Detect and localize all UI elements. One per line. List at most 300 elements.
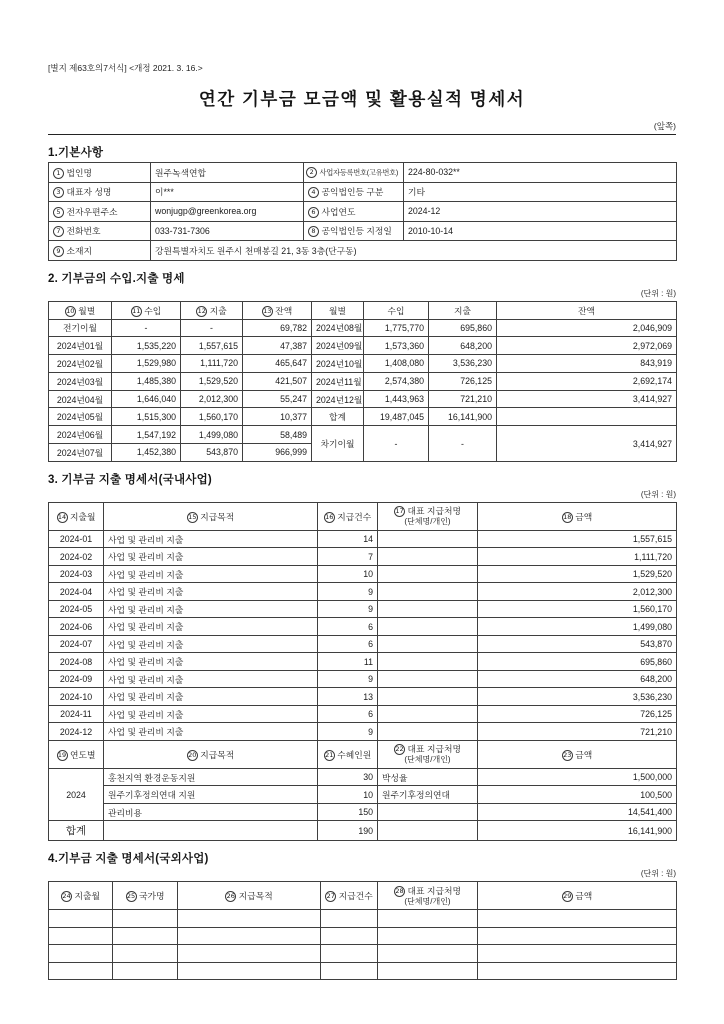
header-label: 잔액 <box>275 305 293 316</box>
table-row <box>49 768 677 786</box>
month-cell: 2024-08 <box>49 653 104 671</box>
empty-cell <box>321 910 378 928</box>
unit-label: (단위 : 원) <box>640 288 676 298</box>
beneficiary-count-cell: 150 <box>318 803 378 821</box>
table-row <box>49 530 677 548</box>
table-row <box>49 786 677 804</box>
month-cell: 2024년10월 <box>312 355 364 373</box>
circled-number: 7 <box>53 226 64 237</box>
expense-cell: 543,870 <box>181 444 243 462</box>
column-header: 잔액 <box>497 301 677 319</box>
empty-cell <box>321 962 378 980</box>
balance-cell: 2,972,069 <box>497 337 677 355</box>
empty-cell <box>378 927 478 945</box>
purpose-cell: 사업 및 관리비 지출 <box>104 548 318 566</box>
month-cell: 2024년09월 <box>312 337 364 355</box>
purpose-cell: 사업 및 관리비 지출 <box>104 583 318 601</box>
table-row <box>49 882 677 910</box>
table-row <box>49 821 677 841</box>
month-cell: 2024-01 <box>49 530 104 548</box>
table-row <box>49 927 677 945</box>
table-row <box>49 502 677 530</box>
circled-number: 10 <box>66 306 75 315</box>
empty-cell <box>113 927 178 945</box>
column-header <box>318 502 378 530</box>
empty-cell <box>104 821 318 841</box>
empty-cell <box>497 408 677 426</box>
field-label <box>49 221 151 241</box>
payee-cell <box>378 635 478 653</box>
expense-cell: 3,536,230 <box>429 355 497 373</box>
payee-cell: 원주기후정의연대 <box>378 786 478 804</box>
month-cell: 2024년07월 <box>49 444 112 462</box>
table-row <box>49 945 677 963</box>
header-sublabel: (단체명/개인) <box>404 896 451 906</box>
circled-number: 17 <box>395 507 404 516</box>
circled-number: 22 <box>395 745 404 754</box>
table-row <box>49 740 677 768</box>
month-cell: 2024-10 <box>49 688 104 706</box>
count-cell: 7 <box>318 548 378 566</box>
amount-cell: 1,557,615 <box>478 530 677 548</box>
year-cell: 2024 <box>49 768 104 821</box>
empty-cell <box>113 945 178 963</box>
field-label <box>49 163 151 183</box>
column-header <box>321 882 378 910</box>
section4-heading: 4.기부금 지출 명세서(국외사업) <box>48 853 209 866</box>
section3-heading: 3. 기부금 지출 명세서(국내사업) <box>48 473 212 486</box>
count-cell: 11 <box>318 653 378 671</box>
month-cell: 2024-02 <box>49 548 104 566</box>
purpose-cell: 관리비용 <box>104 803 318 821</box>
amount-cell: 1,500,000 <box>478 768 677 786</box>
circled-number: 8 <box>308 226 319 237</box>
table-row <box>49 221 677 241</box>
income-expense-table <box>48 301 677 462</box>
empty-cell <box>321 927 378 945</box>
header-label: 수혜인원 <box>337 749 372 760</box>
table-row <box>49 670 677 688</box>
table-row <box>49 163 677 183</box>
table-row <box>49 635 677 653</box>
column-header <box>478 882 677 910</box>
column-header <box>104 740 318 768</box>
field-label <box>304 163 404 183</box>
balance-cell: 2,046,909 <box>497 319 677 337</box>
expense-total-cell: 16,141,900 <box>429 408 497 426</box>
purpose-cell: 사업 및 관리비 지출 <box>104 600 318 618</box>
table-row <box>49 390 677 408</box>
column-header <box>49 502 104 530</box>
table-row <box>49 962 677 980</box>
circled-number: 18 <box>563 512 572 521</box>
column-header <box>478 740 677 768</box>
payee-cell <box>378 548 478 566</box>
field-label <box>304 221 404 241</box>
amount-cell: 1,560,170 <box>478 600 677 618</box>
header-label: 대표 지급처명 <box>407 744 461 755</box>
expense-cell: 1,560,170 <box>181 408 243 426</box>
circled-number: 28 <box>395 886 404 895</box>
purpose-cell: 사업 및 관리비 지출 <box>104 688 318 706</box>
column-header: 월별 <box>312 301 364 319</box>
balance-cell: 465,647 <box>243 355 312 373</box>
table-row <box>49 583 677 601</box>
balance-cell: 843,919 <box>497 355 677 373</box>
table-row <box>49 301 677 319</box>
circled-number: 26 <box>226 892 235 901</box>
empty-cell <box>49 927 113 945</box>
basic-info-table <box>48 162 677 261</box>
balance-cell: 69,782 <box>243 319 312 337</box>
field-label-text: 사업연도 <box>321 206 356 217</box>
header-label: 연도별 <box>70 749 96 760</box>
month-cell: 2024년02월 <box>49 355 112 373</box>
field-label <box>49 182 151 202</box>
expense-cell: 1,557,615 <box>181 337 243 355</box>
amount-total-cell: 16,141,900 <box>478 821 677 841</box>
header-sublabel: (단체명/개인) <box>404 517 451 527</box>
count-cell: 6 <box>318 635 378 653</box>
table-row <box>49 408 677 426</box>
beneficiary-count-total-cell: 190 <box>318 821 378 841</box>
circled-number: 24 <box>62 892 71 901</box>
empty-cell <box>378 945 478 963</box>
header-label: 금액 <box>575 891 593 902</box>
empty-cell <box>49 962 113 980</box>
page-title: 연간 기부금 모금액 및 활용실적 명세서 <box>198 89 526 109</box>
header-label: 지급건수 <box>337 511 372 522</box>
expense-cell: - <box>429 426 497 462</box>
expense-cell: 726,125 <box>429 372 497 390</box>
total-label-cell: 합계 <box>49 821 104 841</box>
count-cell: 9 <box>318 583 378 601</box>
income-cell: 1,547,192 <box>112 426 181 444</box>
domestic-expense-table <box>48 502 677 842</box>
count-cell: 9 <box>318 670 378 688</box>
month-cell: 2024년03월 <box>49 372 112 390</box>
front-side-label: (앞쪽) <box>653 121 676 131</box>
payee-cell <box>378 583 478 601</box>
field-label <box>304 182 404 202</box>
income-cell: 1,443,963 <box>364 390 429 408</box>
amount-cell: 1,111,720 <box>478 548 677 566</box>
month-cell: 2024-06 <box>49 618 104 636</box>
empty-cell <box>178 945 321 963</box>
overseas-expense-table <box>48 881 677 980</box>
circled-number: 2 <box>306 167 317 178</box>
circled-number: 12 <box>197 306 206 315</box>
field-label-text: 법인명 <box>66 167 92 178</box>
amount-cell: 100,500 <box>478 786 677 804</box>
divider-rule <box>48 134 676 135</box>
column-header: 수입 <box>364 301 429 319</box>
purpose-cell: 사업 및 관리비 지출 <box>104 618 318 636</box>
empty-cell <box>378 910 478 928</box>
table-row <box>49 202 677 222</box>
circled-number: 3 <box>53 187 64 198</box>
header-label: 금액 <box>575 511 593 522</box>
month-cell: 2024-09 <box>49 670 104 688</box>
payee-cell <box>378 670 478 688</box>
empty-cell <box>49 945 113 963</box>
balance-cell: 55,247 <box>243 390 312 408</box>
month-cell: 2024-04 <box>49 583 104 601</box>
circled-number: 1 <box>53 168 64 179</box>
table-row <box>49 565 677 583</box>
header-label: 수입 <box>144 305 162 316</box>
column-header <box>178 882 321 910</box>
amount-cell: 721,210 <box>478 723 677 741</box>
count-cell: 9 <box>318 723 378 741</box>
field-value: 원주녹색연합 <box>151 163 304 183</box>
field-label <box>49 241 151 261</box>
payee-cell: 박성율 <box>378 768 478 786</box>
income-cell: - <box>112 319 181 337</box>
table-row <box>49 337 677 355</box>
payee-cell <box>378 688 478 706</box>
column-header <box>181 301 243 319</box>
count-cell: 10 <box>318 565 378 583</box>
amount-cell: 2,012,300 <box>478 583 677 601</box>
table-row <box>49 241 677 261</box>
payee-cell <box>378 565 478 583</box>
amount-cell: 1,499,080 <box>478 618 677 636</box>
header-label: 지출월 <box>70 511 96 522</box>
circled-number: 15 <box>188 512 197 521</box>
header-sublabel: (단체명/개인) <box>404 755 451 765</box>
payee-cell <box>378 600 478 618</box>
header-label: 지급목적 <box>200 749 235 760</box>
table-row <box>49 688 677 706</box>
circled-number: 11 <box>132 306 141 315</box>
header-label: 지출월 <box>74 891 100 902</box>
balance-cell: 47,387 <box>243 337 312 355</box>
circled-number: 14 <box>57 512 67 521</box>
count-cell: 14 <box>318 530 378 548</box>
column-header <box>49 740 104 768</box>
income-cell: 1,775,770 <box>364 319 429 337</box>
header-label: 국가명 <box>139 891 165 902</box>
empty-cell <box>478 910 677 928</box>
circled-number: 23 <box>563 750 572 759</box>
unit-label: (단위 : 원) <box>640 489 676 499</box>
payee-cell <box>378 618 478 636</box>
field-value: 033-731-7306 <box>151 221 304 241</box>
amount-cell: 726,125 <box>478 705 677 723</box>
table-row <box>49 705 677 723</box>
table-row <box>49 548 677 566</box>
circled-number: 16 <box>325 512 334 521</box>
address-value: 강원특별자치도 원주시 천매봉길 21, 3동 3층(단구동) <box>151 241 677 261</box>
circled-number: 9 <box>53 246 64 257</box>
payee-cell <box>378 803 478 821</box>
amount-cell: 648,200 <box>478 670 677 688</box>
month-cell: 2024년08월 <box>312 319 364 337</box>
month-cell: 2024년01월 <box>49 337 112 355</box>
column-header <box>49 882 113 910</box>
header-label: 지출 <box>209 305 227 316</box>
income-cell: 1,485,380 <box>112 372 181 390</box>
field-label-text: 공익법인등 지정일 <box>321 226 392 237</box>
balance-cell: 421,507 <box>243 372 312 390</box>
amount-cell: 14,541,400 <box>478 803 677 821</box>
column-header <box>378 502 478 530</box>
table-row <box>49 600 677 618</box>
field-value: 2010-10-14 <box>404 221 677 241</box>
column-header <box>112 301 181 319</box>
amount-cell: 1,529,520 <box>478 565 677 583</box>
purpose-cell: 원주기후정의연대 지원 <box>104 786 318 804</box>
purpose-cell: 사업 및 관리비 지출 <box>104 670 318 688</box>
expense-cell: 695,860 <box>429 319 497 337</box>
field-value: 224-80-032** <box>404 163 677 183</box>
month-cell: 2024년12월 <box>312 390 364 408</box>
circled-number: 13 <box>263 306 272 315</box>
field-value: 기타 <box>404 182 677 202</box>
field-label-text: 소재지 <box>66 245 92 256</box>
circled-number: 20 <box>188 750 197 759</box>
count-cell: 6 <box>318 618 378 636</box>
income-cell: 1,529,980 <box>112 355 181 373</box>
month-cell: 2024-03 <box>49 565 104 583</box>
table-row <box>49 723 677 741</box>
header-label: 지급목적 <box>200 511 235 522</box>
circled-number: 19 <box>57 750 67 759</box>
beneficiary-count-cell: 30 <box>318 768 378 786</box>
month-cell: 2024년06월 <box>49 426 112 444</box>
column-header <box>378 740 478 768</box>
header-label: 금액 <box>575 749 593 760</box>
payee-cell <box>378 723 478 741</box>
field-label-text: 전화번호 <box>66 226 101 237</box>
purpose-cell: 사업 및 관리비 지출 <box>104 723 318 741</box>
amount-cell: 543,870 <box>478 635 677 653</box>
header-label: 대표 지급처명 <box>407 506 461 517</box>
circled-number: 29 <box>563 892 572 901</box>
field-label-text: 사업자등록번호(고유번호) <box>319 167 398 177</box>
expense-cell: 648,200 <box>429 337 497 355</box>
section1-heading: 1.기본사항 <box>48 147 104 159</box>
table-row <box>49 372 677 390</box>
column-header <box>478 502 677 530</box>
column-header <box>318 740 378 768</box>
income-cell: 1,408,080 <box>364 355 429 373</box>
field-label-text: 전자우편주소 <box>66 206 118 217</box>
balance-cell: 2,692,174 <box>497 372 677 390</box>
expense-cell: 1,111,720 <box>181 355 243 373</box>
empty-cell <box>321 945 378 963</box>
month-cell: 전기이월 <box>49 319 112 337</box>
header-label: 지급목적 <box>238 891 273 902</box>
column-header <box>243 301 312 319</box>
circled-number: 27 <box>326 892 335 901</box>
balance-cell: 966,999 <box>243 444 312 462</box>
income-cell: 2,574,380 <box>364 372 429 390</box>
purpose-cell: 사업 및 관리비 지출 <box>104 565 318 583</box>
field-label <box>49 202 151 222</box>
circled-number: 25 <box>126 892 136 901</box>
empty-cell <box>178 927 321 945</box>
field-label-text: 대표자 성명 <box>66 187 112 198</box>
empty-cell <box>178 962 321 980</box>
balance-cell: 3,414,927 <box>497 426 677 462</box>
empty-cell <box>478 962 677 980</box>
column-header: 지출 <box>429 301 497 319</box>
field-label-text: 공익법인등 구분 <box>321 187 384 198</box>
income-cell: 1,535,220 <box>112 337 181 355</box>
header-label: 대표 지급처명 <box>407 885 461 896</box>
circled-number: 6 <box>308 207 319 218</box>
header-label: 월별 <box>78 305 96 316</box>
count-cell: 9 <box>318 600 378 618</box>
expense-cell: 1,529,520 <box>181 372 243 390</box>
month-cell: 2024년04월 <box>49 390 112 408</box>
month-cell: 2024년05월 <box>49 408 112 426</box>
purpose-cell: 사업 및 관리비 지출 <box>104 653 318 671</box>
circled-number: 21 <box>325 750 334 759</box>
header-label: 지급건수 <box>338 891 373 902</box>
payee-cell <box>378 530 478 548</box>
expense-cell: - <box>181 319 243 337</box>
purpose-cell: 사업 및 관리비 지출 <box>104 635 318 653</box>
table-row <box>49 910 677 928</box>
amount-cell: 3,536,230 <box>478 688 677 706</box>
payee-cell <box>378 653 478 671</box>
column-header <box>49 301 112 319</box>
balance-cell: 3,414,927 <box>497 390 677 408</box>
field-value: 2024-12 <box>404 202 677 222</box>
table-row <box>49 618 677 636</box>
income-cell: 1,452,380 <box>112 444 181 462</box>
table-row <box>49 803 677 821</box>
table-row <box>49 355 677 373</box>
purpose-cell: 사업 및 관리비 지출 <box>104 530 318 548</box>
form-note: [별지 제63호의7서식] <개정 2021. 3. 16.> <box>48 63 203 73</box>
table-row <box>49 319 677 337</box>
table-row <box>49 653 677 671</box>
field-value: wonjugp@greenkorea.org <box>151 202 304 222</box>
empty-cell <box>49 910 113 928</box>
circled-number: 5 <box>53 207 64 218</box>
month-cell: 2024-05 <box>49 600 104 618</box>
carryover-label-cell: 차기이월 <box>312 426 364 462</box>
purpose-cell: 홍천지역 환경운동지원 <box>104 768 318 786</box>
table-row <box>49 426 677 444</box>
empty-cell <box>478 945 677 963</box>
empty-cell <box>478 927 677 945</box>
total-label-cell: 합계 <box>312 408 364 426</box>
section2-heading: 2. 기부금의 수입.지출 명세 <box>48 272 185 285</box>
field-label <box>304 202 404 222</box>
expense-cell: 2,012,300 <box>181 390 243 408</box>
month-cell: 2024-11 <box>49 705 104 723</box>
income-cell: - <box>364 426 429 462</box>
empty-cell <box>113 910 178 928</box>
income-cell: 1,573,360 <box>364 337 429 355</box>
empty-cell <box>113 962 178 980</box>
month-cell: 2024-12 <box>49 723 104 741</box>
empty-cell <box>178 910 321 928</box>
circled-number: 4 <box>308 187 319 198</box>
table-row <box>49 182 677 202</box>
beneficiary-count-cell: 10 <box>318 786 378 804</box>
count-cell: 13 <box>318 688 378 706</box>
balance-cell: 58,489 <box>243 426 312 444</box>
column-header <box>104 502 318 530</box>
empty-cell <box>378 821 478 841</box>
month-cell: 2024년11월 <box>312 372 364 390</box>
